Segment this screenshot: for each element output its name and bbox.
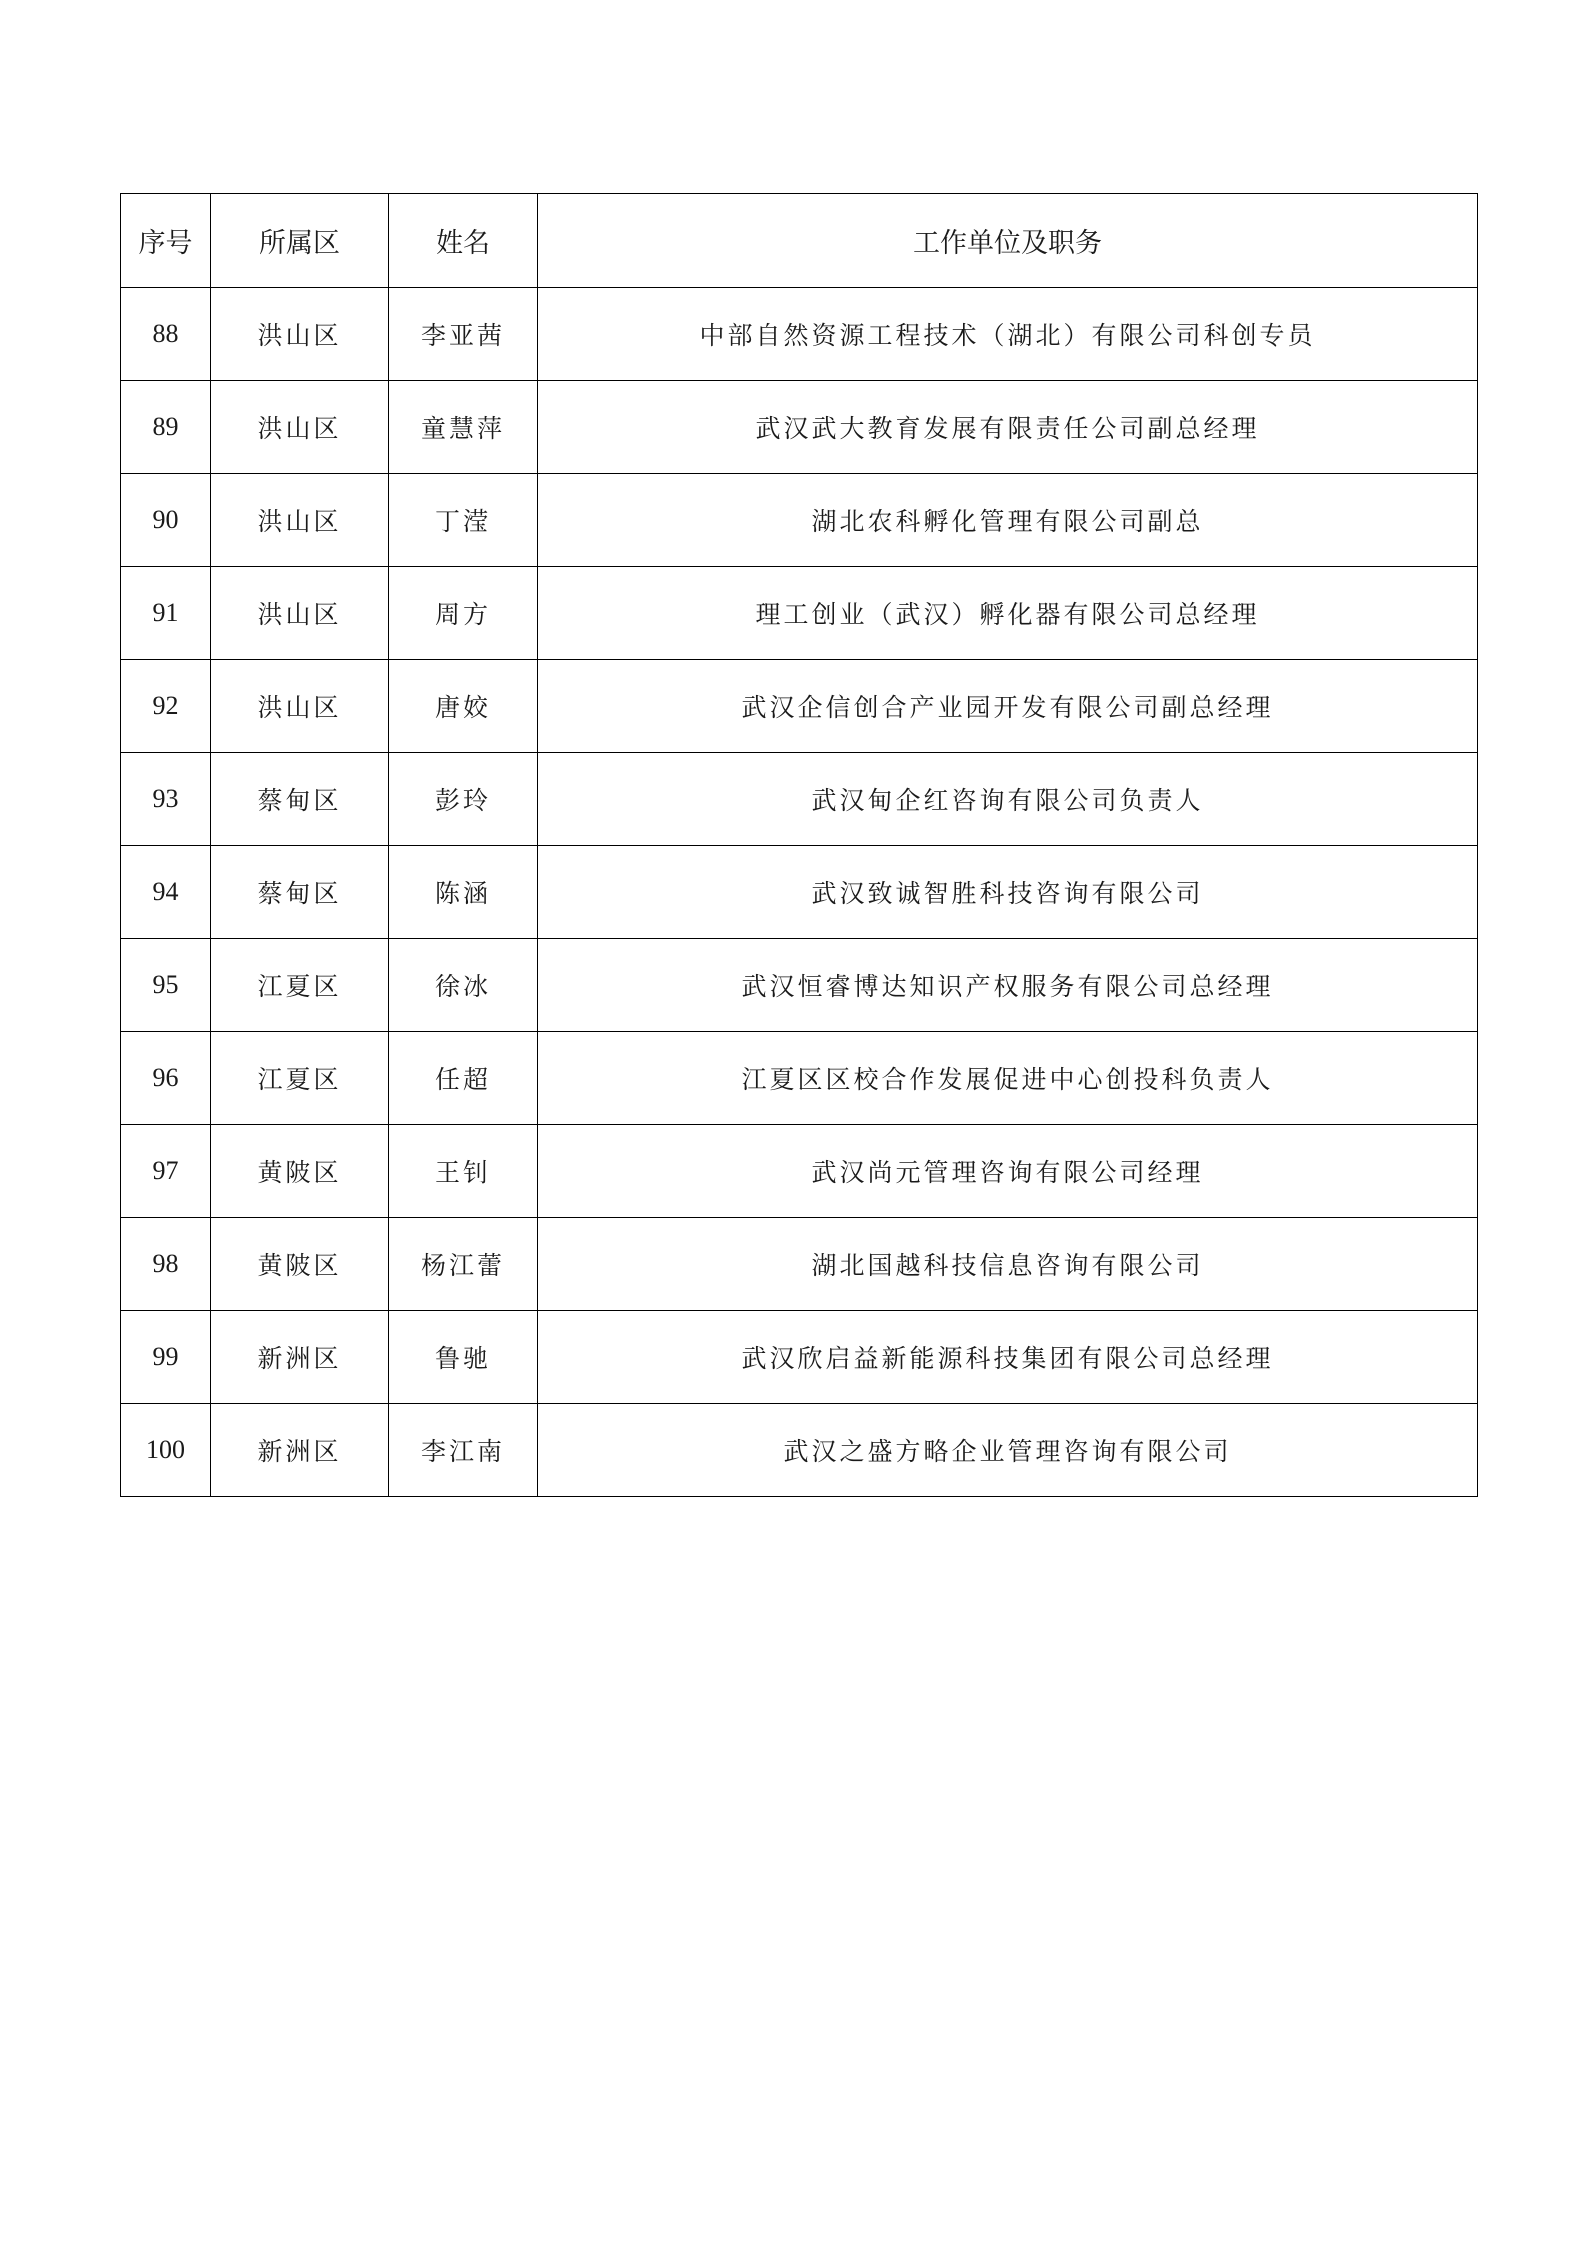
cell-name: 徐冰 — [389, 939, 538, 1032]
cell-num: 100 — [121, 1404, 211, 1497]
cell-name: 李江南 — [389, 1404, 538, 1497]
header-name: 姓名 — [389, 194, 538, 288]
cell-name: 李亚茜 — [389, 288, 538, 381]
cell-name: 童慧萍 — [389, 381, 538, 474]
cell-num: 98 — [121, 1218, 211, 1311]
cell-org: 江夏区区校合作发展促进中心创投科负责人 — [538, 1032, 1478, 1125]
cell-name: 丁滢 — [389, 474, 538, 567]
cell-district: 洪山区 — [211, 660, 389, 753]
header-row — [121, 194, 1478, 288]
cell-district: 黄陂区 — [211, 1125, 389, 1218]
cell-org: 理工创业（武汉）孵化器有限公司总经理 — [538, 567, 1478, 660]
cell-district: 新洲区 — [211, 1404, 389, 1497]
table-header — [121, 194, 1478, 288]
roster-table — [120, 193, 1478, 1497]
cell-district: 新洲区 — [211, 1311, 389, 1404]
cell-district: 蔡甸区 — [211, 846, 389, 939]
cell-district: 洪山区 — [211, 567, 389, 660]
cell-name: 任超 — [389, 1032, 538, 1125]
table-row — [121, 753, 1478, 846]
cell-num: 90 — [121, 474, 211, 567]
cell-org: 武汉恒睿博达知识产权服务有限公司总经理 — [538, 939, 1478, 1032]
header-num: 序号 — [121, 194, 211, 288]
cell-name: 唐姣 — [389, 660, 538, 753]
cell-num: 97 — [121, 1125, 211, 1218]
cell-district: 蔡甸区 — [211, 753, 389, 846]
table-row — [121, 1125, 1478, 1218]
cell-org: 武汉甸企红咨询有限公司负责人 — [538, 753, 1478, 846]
cell-name: 鲁驰 — [389, 1311, 538, 1404]
cell-name: 杨江蕾 — [389, 1218, 538, 1311]
cell-num: 88 — [121, 288, 211, 381]
header-org: 工作单位及职务 — [538, 194, 1478, 288]
cell-name: 陈涵 — [389, 846, 538, 939]
cell-name: 彭玲 — [389, 753, 538, 846]
table-row — [121, 1311, 1478, 1404]
cell-org: 武汉武大教育发展有限责任公司副总经理 — [538, 381, 1478, 474]
cell-org: 武汉欣启益新能源科技集团有限公司总经理 — [538, 1311, 1478, 1404]
cell-org: 武汉致诚智胜科技咨询有限公司 — [538, 846, 1478, 939]
cell-org: 中部自然资源工程技术（湖北）有限公司科创专员 — [538, 288, 1478, 381]
cell-district: 江夏区 — [211, 1032, 389, 1125]
cell-org: 湖北农科孵化管理有限公司副总 — [538, 474, 1478, 567]
cell-num: 92 — [121, 660, 211, 753]
table-row — [121, 381, 1478, 474]
cell-name: 王钊 — [389, 1125, 538, 1218]
cell-district: 江夏区 — [211, 939, 389, 1032]
table-row — [121, 567, 1478, 660]
cell-num: 89 — [121, 381, 211, 474]
cell-org: 湖北国越科技信息咨询有限公司 — [538, 1218, 1478, 1311]
cell-num: 95 — [121, 939, 211, 1032]
cell-district: 洪山区 — [211, 474, 389, 567]
table-row — [121, 939, 1478, 1032]
header-district: 所属区 — [211, 194, 389, 288]
table-row — [121, 1218, 1478, 1311]
cell-district: 洪山区 — [211, 288, 389, 381]
cell-num: 91 — [121, 567, 211, 660]
table-row — [121, 288, 1478, 381]
cell-num: 94 — [121, 846, 211, 939]
table-row — [121, 474, 1478, 567]
cell-org: 武汉之盛方略企业管理咨询有限公司 — [538, 1404, 1478, 1497]
cell-name: 周方 — [389, 567, 538, 660]
cell-num: 96 — [121, 1032, 211, 1125]
cell-district: 洪山区 — [211, 381, 389, 474]
table-row — [121, 660, 1478, 753]
table-row — [121, 846, 1478, 939]
table-row — [121, 1404, 1478, 1497]
table-row — [121, 1032, 1478, 1125]
cell-num: 93 — [121, 753, 211, 846]
cell-num: 99 — [121, 1311, 211, 1404]
cell-org: 武汉企信创合产业园开发有限公司副总经理 — [538, 660, 1478, 753]
cell-org: 武汉尚元管理咨询有限公司经理 — [538, 1125, 1478, 1218]
cell-district: 黄陂区 — [211, 1218, 389, 1311]
table-body — [121, 288, 1478, 1497]
